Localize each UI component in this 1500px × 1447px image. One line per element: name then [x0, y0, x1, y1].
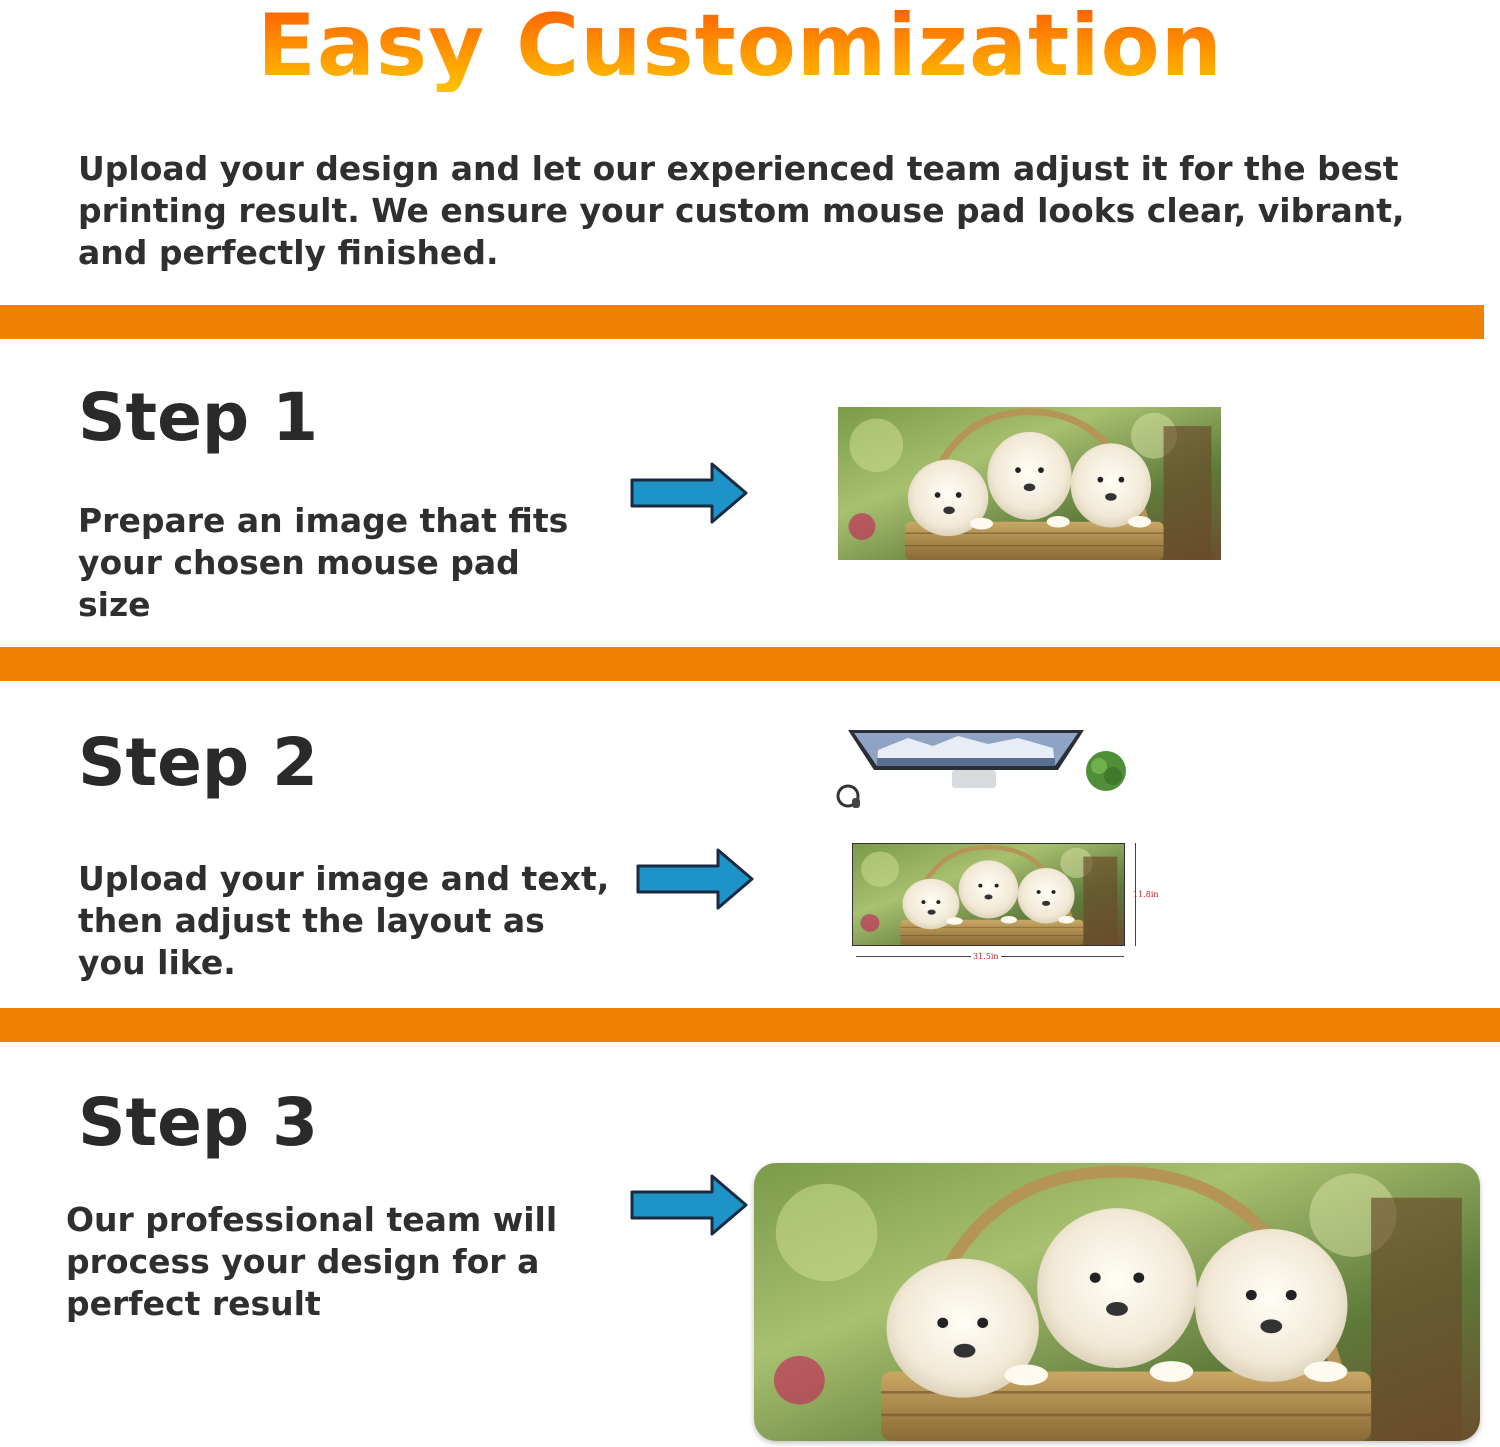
step-3-description: Our professional team will process your design for a perfect result [66, 1200, 558, 1323]
right-arrow-icon [630, 462, 748, 524]
width-dimension-label: 31.5in [973, 952, 999, 961]
step-1-puppy-image [838, 407, 1221, 560]
section-divider [0, 647, 1500, 681]
step-3-title: Step 3 [78, 1084, 318, 1161]
section-divider [0, 1008, 1500, 1042]
height-dimension-label: 11.8in [1133, 890, 1159, 899]
step-1-title: Step 1 [78, 379, 318, 456]
step-2-title: Step 2 [78, 724, 318, 801]
monitor-icon [848, 730, 1088, 796]
page-title: Easy Customization [0, 0, 1480, 92]
step-2-mousepad-preview [852, 843, 1125, 946]
step-3-finished-mousepad [754, 1163, 1480, 1441]
plant-icon [1082, 750, 1130, 796]
headset-icon [834, 782, 866, 816]
intro-paragraph: Upload your design and let our experienced team adjust it for the best printing result. We ensure your custom mouse pad looks clear, vibrant, and perfectly finished. [78, 149, 1405, 272]
right-arrow-icon [630, 1174, 748, 1236]
right-arrow-icon [636, 848, 754, 910]
step-1-description: Prepare an image that fits your chosen mouse pad size [78, 501, 569, 624]
section-divider [0, 305, 1484, 339]
step-2-description: Upload your image and text, then adjust the layout as you like. [78, 859, 610, 982]
